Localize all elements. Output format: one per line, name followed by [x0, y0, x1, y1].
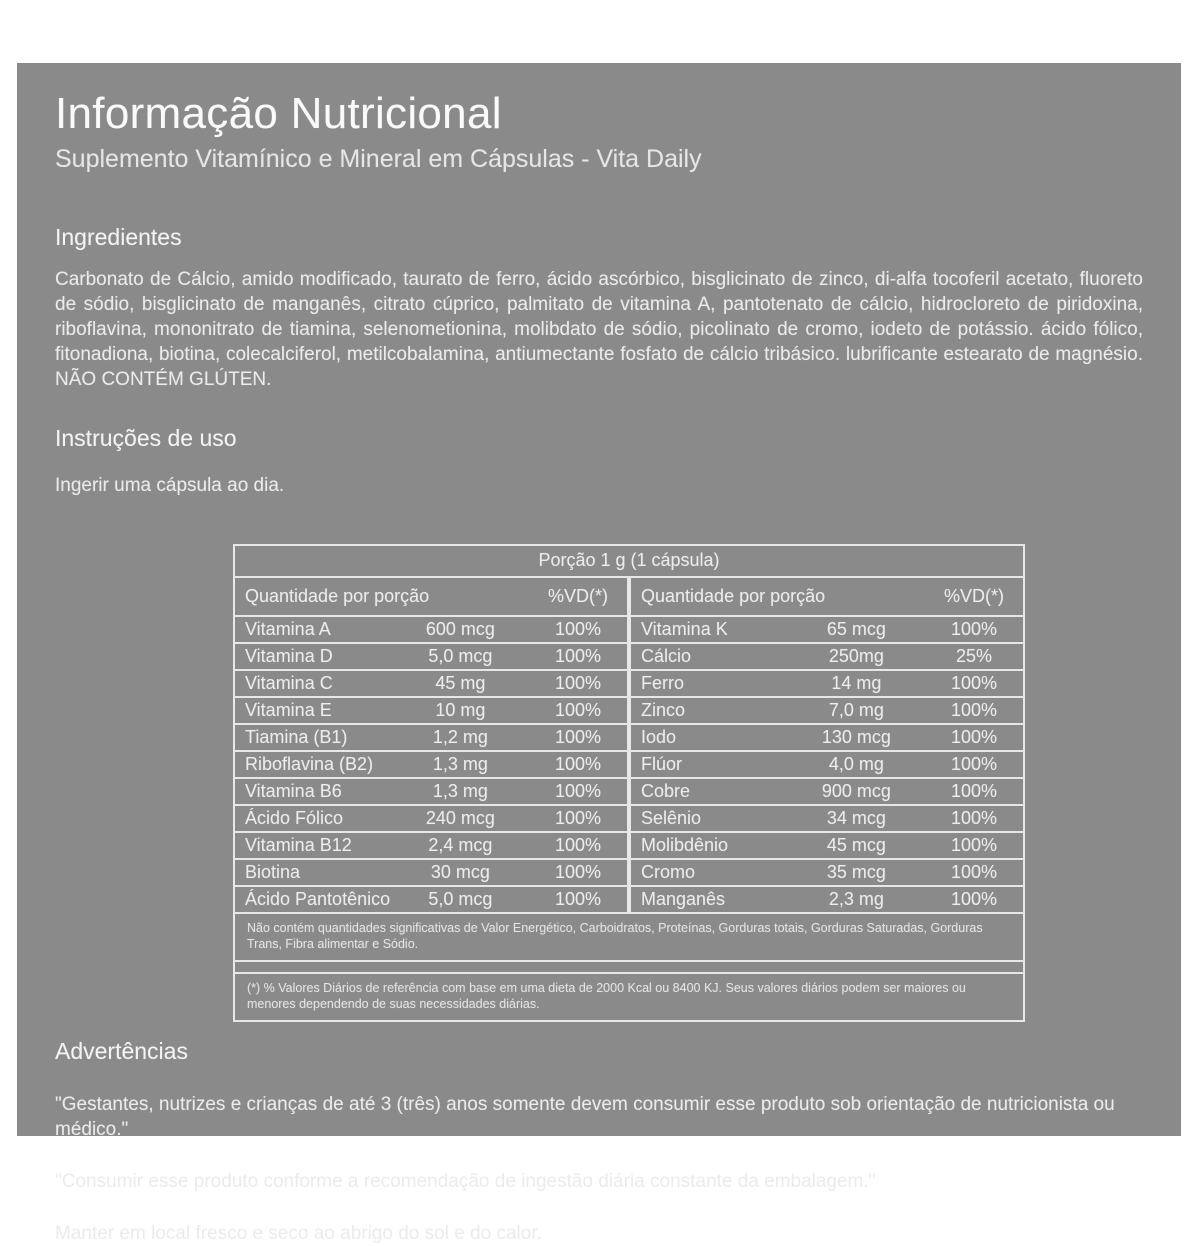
nutrient-quantity: 14 mg — [831, 673, 882, 694]
table-row — [235, 858, 627, 885]
nutrient-daily-value: 25% — [955, 646, 992, 667]
nutrient-name: Vitamina C — [245, 673, 333, 694]
nutrient-daily-value: 100% — [950, 700, 997, 721]
table-row — [235, 615, 627, 642]
portion-header: Porção 1 g (1 cápsula) — [538, 550, 720, 571]
nutrient-name: Molibdênio — [641, 835, 729, 856]
column-header-row — [631, 578, 1023, 615]
table-row — [631, 696, 1023, 723]
nutrient-daily-value: 100% — [554, 673, 601, 694]
nutrient-quantity: 34 mcg — [826, 808, 886, 829]
table-row — [235, 885, 627, 912]
nutrient-daily-value: 100% — [950, 862, 997, 883]
nutrient-daily-value: 100% — [554, 754, 601, 775]
warning-paragraph: Manter em local fresco e seco ao abrigo do sol e do calor. — [55, 1223, 542, 1245]
usage-heading: Instruções de uso — [55, 425, 237, 452]
nutrient-name: Selênio — [641, 808, 702, 829]
nutrient-daily-value: 100% — [554, 862, 601, 883]
column-header-row — [235, 578, 627, 615]
column-header-quantity: Quantidade por porção — [245, 586, 430, 607]
nutrient-daily-value: 100% — [554, 781, 601, 802]
table-row — [235, 750, 627, 777]
nutrient-name: Riboflavina (B2) — [245, 754, 374, 775]
nutrient-quantity: 45 mg — [435, 673, 486, 694]
page-title: Informação Nutricional — [55, 89, 502, 138]
table-right-half — [627, 578, 1023, 912]
nutrient-quantity: 250mg — [828, 646, 884, 667]
nutrient-name: Ácido Fólico — [245, 808, 344, 829]
nutrient-name: Cobre — [641, 781, 691, 802]
table-row — [631, 831, 1023, 858]
table-row — [631, 858, 1023, 885]
table-row — [631, 615, 1023, 642]
nutrient-daily-value: 100% — [950, 619, 997, 640]
nutrient-quantity: 1,3 mg — [432, 781, 488, 802]
nutrient-quantity: 30 mcg — [430, 862, 490, 883]
table-row — [235, 723, 627, 750]
column-header-dv: %VD(*) — [547, 586, 608, 607]
nutrient-rows-right — [631, 615, 1023, 912]
nutrient-name: Biotina — [245, 862, 301, 883]
nutrition-label-panel — [17, 63, 1181, 1245]
nutrient-daily-value: 100% — [950, 889, 997, 910]
nutrient-daily-value: 100% — [554, 700, 601, 721]
table-footnote-daily-values: (*) % Valores Diários de referência com base em uma dieta de 2000 Kcal ou 8400 KJ. Seus valores diários podem ser maiores ou menores dependendo de suas necessidades diárias. — [235, 972, 1023, 1020]
nutrient-daily-value: 100% — [554, 835, 601, 856]
nutrient-daily-value: 100% — [554, 889, 601, 910]
nutrient-daily-value: 100% — [950, 781, 997, 802]
nutrient-name: Manganês — [641, 889, 726, 910]
nutrient-quantity: 4,0 mg — [828, 754, 884, 775]
nutrient-name: Tiamina (B1) — [245, 727, 348, 748]
table-row — [631, 750, 1023, 777]
table-row — [235, 777, 627, 804]
table-row — [631, 885, 1023, 912]
footnote-spacer — [235, 962, 1023, 972]
nutrient-quantity: 45 mcg — [826, 835, 886, 856]
usage-text: Ingerir uma cápsula ao dia. — [55, 475, 285, 497]
nutrient-name: Flúor — [641, 754, 683, 775]
nutrient-name: Vitamina D — [245, 646, 333, 667]
table-row — [631, 723, 1023, 750]
nutrient-daily-value: 100% — [950, 835, 997, 856]
nutrient-name: Vitamina A — [245, 619, 331, 640]
nutrient-quantity: 7,0 mg — [828, 700, 884, 721]
table-footnote-no-significant: Não contém quantidades significativas de Valor Energético, Carboidratos, Proteínas, Gorduras totais, Gorduras Saturadas, Gorduras Trans, Fibra alimentar e Sódio. — [235, 912, 1023, 962]
table-row — [235, 669, 627, 696]
nutrient-name: Vitamina E — [245, 700, 332, 721]
nutrient-quantity: 600 mcg — [425, 619, 495, 640]
nutrient-daily-value: 100% — [950, 673, 997, 694]
nutrient-quantity: 10 mg — [435, 700, 486, 721]
table-body — [235, 576, 1023, 912]
nutrient-daily-value: 100% — [950, 808, 997, 829]
nutrient-name: Cálcio — [641, 646, 692, 667]
nutrient-quantity: 5,0 mcg — [428, 889, 493, 910]
nutrient-name: Zinco — [641, 700, 686, 721]
table-row — [631, 804, 1023, 831]
nutrient-daily-value: 100% — [554, 619, 601, 640]
column-header-quantity: Quantidade por porção — [641, 586, 826, 607]
nutrient-quantity: 2,3 mg — [828, 889, 884, 910]
nutrient-daily-value: 100% — [554, 727, 601, 748]
ingredients-text: Carbonato de Cálcio, amido modificado, taurato de ferro, ácido ascórbico, bisglicinato de zinco, di-alfa tocoferil acetato, fluoreto de sódio, bisglicinato de manganês, citrato cúprico, palmitato de vitamina A, pantotenato de cálcio, hidrocloreto de piridoxina, riboflavina, mononitrato de tiamina, selenometionina, molibdato de sódio, picolinato de cromo, iodeto de potássio. ácido fólico, fitonadiona, biotina, colecalciferol, metilcobalamina, antiumectante fosfato de cálcio tribásico. lubrificante estearato de magnésio. NÃO CONTÉM GLÚTEN. — [55, 269, 1143, 391]
table-row — [631, 642, 1023, 669]
nutrient-quantity: 35 mcg — [826, 862, 886, 883]
table-row — [235, 831, 627, 858]
nutrient-rows-left — [235, 615, 627, 912]
column-header-dv: %VD(*) — [943, 586, 1004, 607]
nutrient-name: Vitamina K — [641, 619, 728, 640]
nutrient-name: Cromo — [641, 862, 696, 883]
nutrient-quantity: 65 mcg — [826, 619, 886, 640]
nutrient-name: Iodo — [641, 727, 677, 748]
nutrient-daily-value: 100% — [554, 808, 601, 829]
nutrient-quantity: 240 mcg — [425, 808, 495, 829]
ingredients-heading: Ingredientes — [55, 224, 182, 251]
table-row — [631, 669, 1023, 696]
warnings-heading: Advertências — [55, 1038, 188, 1065]
nutrient-quantity: 1,3 mg — [432, 754, 488, 775]
nutrient-name: Vitamina B6 — [245, 781, 342, 802]
table-row — [631, 777, 1023, 804]
nutrient-name: Ácido Pantotênico — [245, 889, 391, 910]
table-row — [235, 804, 627, 831]
nutrient-quantity: 900 mcg — [821, 781, 891, 802]
nutrient-quantity: 130 mcg — [821, 727, 891, 748]
product-subtitle: Suplemento Vitamínico e Mineral em Cápsulas - Vita Daily — [55, 145, 702, 174]
nutrient-daily-value: 100% — [554, 646, 601, 667]
nutrient-name: Ferro — [641, 673, 685, 694]
table-row — [235, 642, 627, 669]
nutrient-quantity: 2,4 mcg — [428, 835, 493, 856]
warning-paragraph: "Gestantes, nutrizes e crianças de até 3 (três) anos somente devem consumir esse produto sob orientação de nutricionista ou médico." — [55, 1094, 1115, 1141]
nutrient-name: Vitamina B12 — [245, 835, 352, 856]
nutrition-table — [233, 544, 1025, 1022]
nutrient-quantity: 5,0 mcg — [428, 646, 493, 667]
nutrient-daily-value: 100% — [950, 754, 997, 775]
nutrient-quantity: 1,2 mg — [432, 727, 488, 748]
nutrient-daily-value: 100% — [950, 727, 997, 748]
table-left-half — [235, 578, 627, 912]
table-row — [235, 696, 627, 723]
warning-paragraph: "Consumir esse produto conforme a recomendação de ingestão diária constante da embalagem." — [55, 1171, 876, 1193]
